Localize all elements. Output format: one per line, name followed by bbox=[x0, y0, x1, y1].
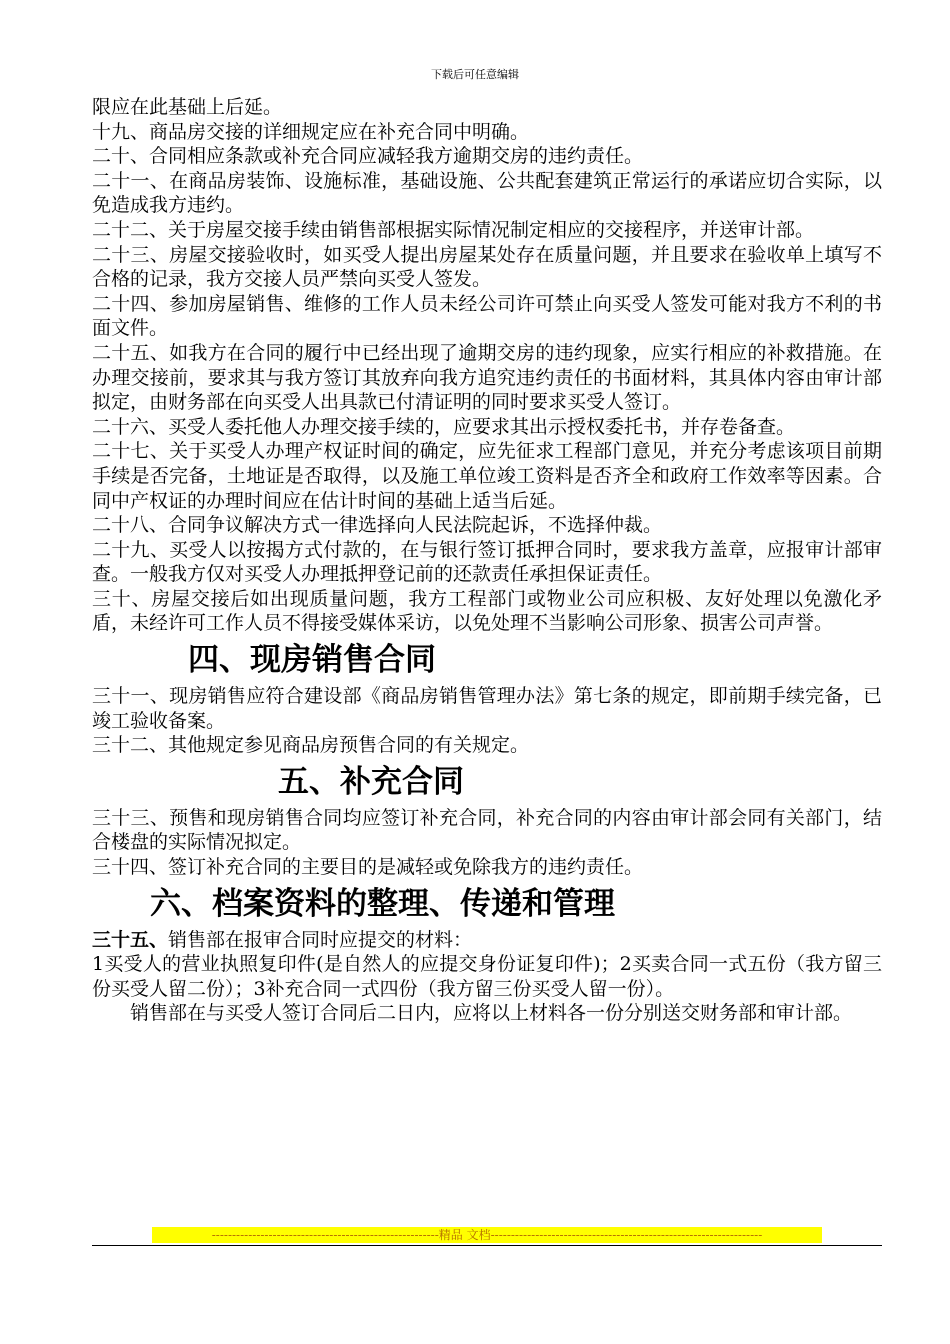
paragraph: 二十九、买受人以按揭方式付款的，在与银行签订抵押合同时，要求我方盖章，应报审计部审查。一般我方仅对买受人办理抵押登记前的还款责任承担保证责任。 bbox=[92, 538, 882, 586]
item-35 bbox=[92, 928, 882, 953]
paragraph: 三十二、其他规定参见商品房预售合同的有关规定。 bbox=[92, 734, 530, 757]
section-heading-4: 四、现房销售合同 bbox=[188, 642, 436, 679]
paragraph: 二十一、在商品房装饰、设施标准，基础设施、公共配套建筑正常运行的承诺应切合实际，以免造成我方违约。 bbox=[92, 169, 882, 217]
document-body bbox=[92, 95, 882, 1026]
item-35-label: 三十五、 bbox=[92, 928, 169, 951]
item-35-text: 销售部在报审合同时应提交的材料： bbox=[168, 928, 473, 951]
footer-divider bbox=[92, 1245, 882, 1246]
paragraph: 二十四、参加房屋销售、维修的工作人员未经公司许可禁止向买受人签发可能对我方不利的书面文件。 bbox=[92, 292, 882, 340]
section-heading-6: 六、档案资料的整理、传递和管理 bbox=[150, 885, 615, 922]
paragraph: 十九、商品房交接的详细规定应在补充合同中明确。 bbox=[92, 120, 530, 143]
page-header: 下载后可任意编辑 bbox=[431, 68, 519, 81]
paragraph: 二十七、关于买受人办理产权证时间的确定，应先征求工程部门意见，并充分考虑该项目前期手续是否完备，土地证是否取得，以及施工单位竣工资料是否齐全和政府工作效率等因素。合同中产权证的办理时间应在估计时间的基础上适当后延。 bbox=[92, 440, 882, 512]
paragraph: 二十八、合同争议解决方式一律选择向人民法院起诉，不选择仲裁。 bbox=[92, 514, 663, 537]
paragraph: 二十六、买受人委托他人办理交接手续的，应要求其出示授权委托书，并存卷备查。 bbox=[92, 415, 796, 438]
closing-paragraph: 销售部在与买受人签订合同后二日内，应将以上材料各一份分别送交财务部和审计部。 bbox=[130, 1002, 853, 1025]
paragraph: 二十、合同相应条款或补充合同应减轻我方逾期交房的违约责任。 bbox=[92, 145, 644, 168]
paragraph: 限应在此基础上后延。 bbox=[92, 96, 283, 118]
materials-list: 1买受人的营业执照复印件(是自然人的应提交身份证复印件)；2买卖合同一式五份（我方留三份买受人留二份）；3补充合同一式四份（我方留三份买受人留一份）。 bbox=[92, 953, 882, 1000]
paragraph: 二十三、房屋交接验收时，如买受人提出房屋某处存在质量问题，并且要求在验收单上填写不合格的记录，我方交接人员严禁向买受人签发。 bbox=[92, 243, 882, 291]
paragraph: 三十三、预售和现房销售合同均应签订补充合同，补充合同的内容由审计部会同有关部门，结合楼盘的实际情况拟定。 bbox=[92, 806, 882, 854]
paragraph: 三十一、现房销售应符合建设部《商品房销售管理办法》第七条的规定，即前期手续完备，已竣工验收备案。 bbox=[92, 685, 882, 732]
paragraph: 二十五、如我方在合同的履行中已经出现了逾期交房的违约现象，应实行相应的补救措施。在办理交接前，要求其与我方签订其放弃向我方追究违约责任的书面材料，其具体内容由审计部拟定，由财务部在向买受人出具款已付清证明的同时要求买受人签订。 bbox=[92, 341, 882, 414]
section-heading-5: 五、补充合同 bbox=[278, 763, 464, 800]
paragraph: 二十二、关于房屋交接手续由销售部根据实际情况制定相应的交接程序，并送审计部。 bbox=[92, 218, 815, 241]
paragraph: 三十、房屋交接后如出现质量问题，我方工程部门或物业公司应积极、友好处理以免激化矛盾，未经许可工作人员不得接受媒体采访，以免处理不当影响公司形象、损害公司声誉。 bbox=[92, 587, 882, 635]
paragraph: 三十四、签订补充合同的主要目的是减轻或免除我方的违约责任。 bbox=[92, 856, 644, 879]
footer-banner: --------------------------------------------------------精品 文档------------------------------------------------------------------- bbox=[152, 1227, 822, 1243]
